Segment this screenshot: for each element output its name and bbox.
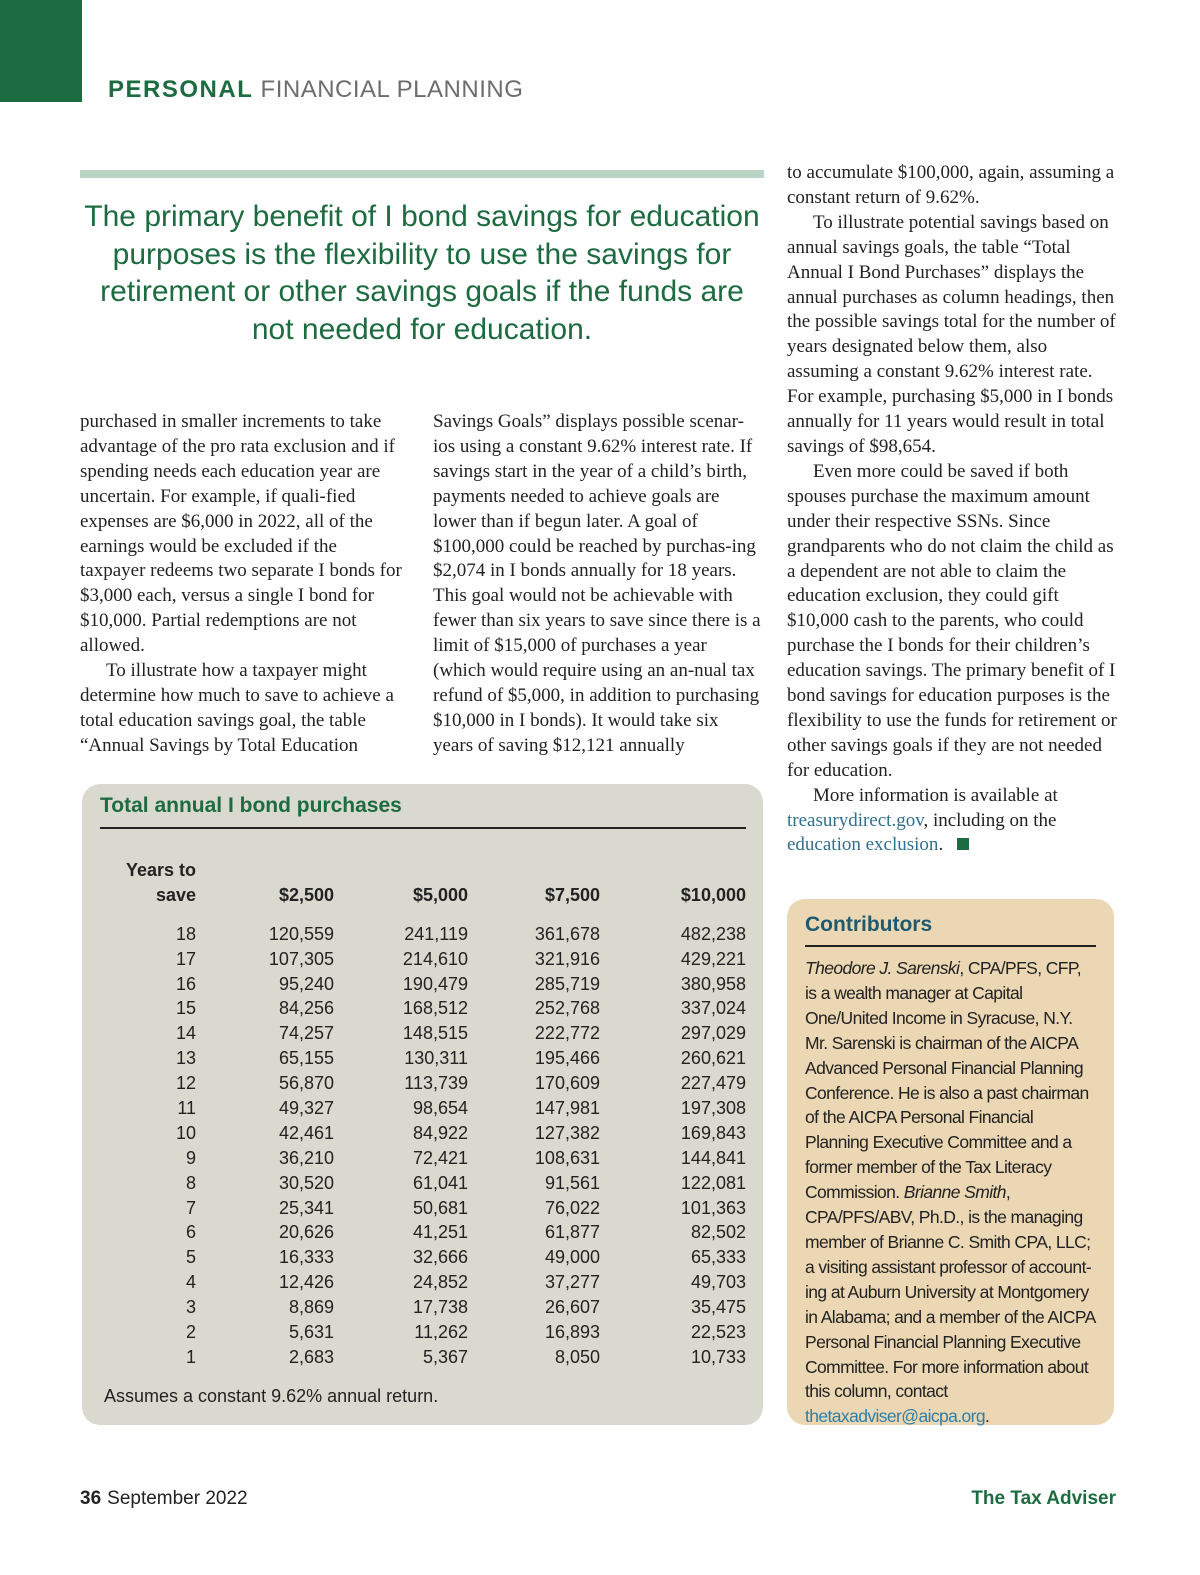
value-cell: 24,852 xyxy=(412,1272,468,1293)
table-row xyxy=(100,922,746,947)
value-cell: 130,311 xyxy=(404,1048,468,1069)
value-cell: 148,515 xyxy=(402,1023,468,1044)
table-row xyxy=(100,972,746,997)
years-cell: 11 xyxy=(177,1097,196,1118)
value-cell: 260,621 xyxy=(680,1048,746,1069)
article-column-3 xyxy=(787,161,1117,858)
value-cell: 17,738 xyxy=(412,1297,468,1318)
paragraph: To illustrate how a taxpayer might determine how much to save to achieve a total education savings goal, the table “Annual Savings by Total Education xyxy=(80,660,394,756)
value-cell: 122,081 xyxy=(680,1172,746,1193)
section-header-bold: PERSONAL xyxy=(108,76,254,103)
article-column-2 xyxy=(433,410,763,759)
header-10000: $10,000 xyxy=(680,884,746,905)
value-cell: 241,119 xyxy=(404,923,468,944)
value-cell: 297,029 xyxy=(680,1023,746,1044)
education-exclusion-link[interactable]: education exclusion xyxy=(787,834,939,856)
value-cell: 61,877 xyxy=(544,1222,600,1243)
contributors-rule xyxy=(805,945,1096,947)
value-cell: 107,305 xyxy=(268,948,334,969)
paragraph: Even more could be saved if both spouses purchase the maximum amount under their respective SSNs. Since grandparents who do not claim the child as a dependent are not able to claim the education exclusion, they could gift $10,000 cash to the parents, who could purchase the I bonds for their children’s education savings. The primary benefit of I bond savings for education purposes is the flexibility to use the funds for retirement or other savings goals if they are not needed for education. xyxy=(787,460,1117,781)
paragraph: to accumulate $100,000, again, assuming a constant return of 9.62%. xyxy=(787,162,1115,208)
contributor-name-1: Theodore J. Sarenski xyxy=(805,958,960,978)
value-cell: 147,981 xyxy=(534,1097,600,1118)
value-cell: 144,841 xyxy=(680,1147,746,1168)
value-cell: 120,559 xyxy=(268,923,334,944)
table-row xyxy=(100,1270,746,1295)
paragraph: purchased in smaller increments to take advantage of the pro rata exclusion and if spending needs each education year are uncertain. For example, if quali-fied expenses are $6,000 in 2022, all of the earnings would be excluded if the taxpayer redeems two separate I bonds for $3,000 each, versus a single I bond for $10,000. Partial redemptions are not allowed. xyxy=(80,411,402,657)
value-cell: 22,523 xyxy=(690,1322,746,1342)
years-cell: 10 xyxy=(175,1122,196,1143)
table-row xyxy=(100,1320,746,1345)
section-color-tab xyxy=(0,0,82,102)
bond-purchases-table-box xyxy=(82,784,763,1425)
table-row xyxy=(100,1196,746,1221)
years-cell: 16 xyxy=(175,973,196,994)
years-cell: 7 xyxy=(185,1197,196,1218)
value-cell: 197,308 xyxy=(680,1097,746,1118)
table-row xyxy=(100,1071,746,1096)
header-2500: $2,500 xyxy=(278,884,334,905)
value-cell: 84,922 xyxy=(412,1122,468,1143)
value-cell: 222,772 xyxy=(534,1023,600,1044)
issue-date: September 2022 xyxy=(107,1488,248,1509)
table-row xyxy=(100,1021,746,1046)
value-cell: 25,341 xyxy=(278,1197,334,1218)
contributor-bio-1: , CPA/PFS, CFP, is a wealth manager at Capital One/United Income in Syracuse, N.Y. Mr. Sarenski is chairman of the AICPA Advanced Personal Financial Planning Conference. He is also a past chairman of the AICPA Personal Financial Planning Executive Committee and a former member of the Tax Literacy Commission. xyxy=(805,958,1089,1203)
value-cell: 12,426 xyxy=(278,1272,334,1293)
value-cell: 337,024 xyxy=(680,998,746,1019)
value-cell: 195,466 xyxy=(534,1048,600,1069)
contributor-name-2: Brianne Smith xyxy=(903,1182,1006,1203)
more-info-text: , including on the xyxy=(923,809,1057,831)
table-row xyxy=(100,1221,746,1246)
years-cell: 1 xyxy=(185,1346,196,1367)
value-cell: 190,479 xyxy=(402,973,468,994)
table-row xyxy=(100,1096,746,1121)
value-cell: 361,678 xyxy=(534,923,600,944)
contact-email-link[interactable]: thetaxadviser@aicpa.org xyxy=(805,1406,986,1427)
value-cell: 91,561 xyxy=(544,1172,600,1193)
value-cell: 26,607 xyxy=(544,1297,600,1318)
header-7500: $7,500 xyxy=(544,884,600,905)
header-5000: $5,000 xyxy=(412,884,468,905)
contributor-bio-end: . xyxy=(985,1406,990,1427)
value-cell: 170,609 xyxy=(534,1073,600,1094)
value-cell: 127,382 xyxy=(534,1122,600,1143)
value-cell: 101,363 xyxy=(680,1197,746,1218)
table-row xyxy=(100,1046,746,1071)
contributors-bio xyxy=(805,956,1096,1429)
table-row xyxy=(100,947,746,972)
end-mark-icon xyxy=(957,838,969,850)
treasurydirect-link[interactable]: treasurydirect.gov xyxy=(787,809,924,831)
years-cell: 18 xyxy=(175,923,196,944)
more-info-text: . xyxy=(938,834,944,856)
years-cell: 15 xyxy=(175,998,196,1019)
article-column-1 xyxy=(80,410,402,759)
value-cell: 169,843 xyxy=(680,1122,746,1143)
value-cell: 49,000 xyxy=(544,1247,600,1268)
value-cell: 74,257 xyxy=(278,1023,334,1044)
table-row xyxy=(100,1345,746,1370)
value-cell: 108,631 xyxy=(534,1147,600,1168)
value-cell: 30,520 xyxy=(278,1172,334,1193)
header-years-line2: save xyxy=(155,884,196,905)
value-cell: 82,502 xyxy=(690,1222,746,1243)
value-cell: 65,155 xyxy=(278,1048,334,1069)
header-years-line1: Years to xyxy=(125,860,196,880)
table-note: Assumes a constant 9.62% annual return. xyxy=(104,1386,439,1406)
years-cell: 2 xyxy=(185,1322,196,1342)
value-cell: 8,050 xyxy=(554,1346,600,1367)
value-cell: 5,631 xyxy=(288,1322,334,1342)
value-cell: 168,512 xyxy=(402,998,468,1019)
table-row xyxy=(100,1146,746,1171)
value-cell: 285,719 xyxy=(534,973,600,994)
value-cell: 214,610 xyxy=(402,948,468,969)
section-header xyxy=(108,76,523,104)
value-cell: 37,277 xyxy=(544,1272,600,1293)
value-cell: 35,475 xyxy=(690,1297,746,1318)
table-title-rule xyxy=(100,827,746,829)
page-number: 36 xyxy=(80,1488,102,1509)
years-cell: 12 xyxy=(175,1073,196,1094)
value-cell: 482,238 xyxy=(680,923,746,944)
value-cell: 16,333 xyxy=(278,1247,334,1268)
value-cell: 84,256 xyxy=(278,998,334,1019)
value-cell: 32,666 xyxy=(412,1247,468,1268)
value-cell: 42,461 xyxy=(278,1122,334,1143)
value-cell: 56,870 xyxy=(278,1073,334,1094)
value-cell: 72,421 xyxy=(412,1147,468,1168)
years-cell: 5 xyxy=(185,1247,196,1268)
footer-page-info xyxy=(80,1488,248,1510)
years-cell: 17 xyxy=(175,948,196,969)
value-cell: 95,240 xyxy=(278,973,334,994)
value-cell: 227,479 xyxy=(680,1073,746,1094)
value-cell: 61,041 xyxy=(412,1172,468,1193)
value-cell: 321,916 xyxy=(534,948,600,969)
contributors-title: Contributors xyxy=(805,913,933,936)
value-cell: 2,683 xyxy=(288,1346,334,1367)
table-row xyxy=(100,1121,746,1146)
years-cell: 9 xyxy=(185,1147,196,1168)
table-row xyxy=(100,1171,746,1196)
value-cell: 11,262 xyxy=(414,1322,468,1342)
value-cell: 50,681 xyxy=(412,1197,468,1218)
value-cell: 8,869 xyxy=(288,1297,334,1318)
bond-purchases-table xyxy=(100,858,746,1370)
years-cell: 4 xyxy=(185,1272,196,1293)
contributors-box xyxy=(787,899,1114,1425)
more-info-text: More information is available at xyxy=(813,784,1058,806)
value-cell: 98,654 xyxy=(412,1097,468,1118)
value-cell: 49,327 xyxy=(278,1097,334,1118)
paragraph-more-info xyxy=(787,784,1117,859)
table-row xyxy=(100,996,746,1021)
years-cell: 6 xyxy=(185,1222,196,1243)
value-cell: 380,958 xyxy=(680,973,746,994)
paragraph: Savings Goals” displays possible scenar-ios using a constant 9.62% interest rate. If savings start in the year of a child’s birth, payments needed to achieve goals are lower than if begun later. A goal of $100,000 could be reached by purchas-ing $2,074 in I bonds annually for 18 years. This goal would not be achievable with fewer than six years to save since there is a limit of $15,000 of purchases a year (which would require using an an-nual tax refund of $5,000, in addition to purchasing $10,000 in I bonds). It would take six years of saving $12,121 annually xyxy=(433,411,761,756)
pullquote-rule xyxy=(80,170,764,178)
value-cell: 20,626 xyxy=(278,1222,334,1243)
value-cell: 5,367 xyxy=(422,1346,468,1367)
section-header-light: FINANCIAL PLANNING xyxy=(260,76,524,103)
contributor-bio-2: , CPA/PFS/ABV, Ph.D., is the managing member of Brianne C. Smith CPA, LLC; a visiting assistant professor of account-ing at Auburn University at Montgomery in Alabama; and a member of the AICPA Personal Financial Planning Executive Committee. For more information about this column, contact xyxy=(805,1182,1095,1402)
value-cell: 16,893 xyxy=(544,1322,600,1342)
table-header-row xyxy=(100,858,746,922)
value-cell: 36,210 xyxy=(278,1147,334,1168)
value-cell: 49,703 xyxy=(690,1272,746,1293)
table-body xyxy=(100,922,746,1370)
years-cell: 8 xyxy=(185,1172,196,1193)
publication-name: The Tax Adviser xyxy=(971,1488,1116,1509)
years-cell: 3 xyxy=(185,1297,196,1318)
value-cell: 41,251 xyxy=(412,1222,468,1243)
header-years-to-save xyxy=(100,858,196,922)
table-row xyxy=(100,1245,746,1270)
paragraph: To illustrate potential savings based on annual savings goals, the table “Total Annual I Bond Purchases” displays the annual purchases as column headings, then the possible savings total for the number of years designated below them, also assuming a constant 9.62% interest rate. For example, purchasing $5,000 in I bonds annually for 11 years would result in total savings of $98,654. xyxy=(787,211,1116,457)
years-cell: 14 xyxy=(175,1023,196,1044)
table-title: Total annual I bond purchases xyxy=(100,794,402,817)
years-cell: 13 xyxy=(175,1048,196,1069)
table-row xyxy=(100,1295,746,1320)
value-cell: 252,768 xyxy=(534,998,600,1019)
value-cell: 76,022 xyxy=(544,1197,600,1218)
value-cell: 429,221 xyxy=(680,948,746,969)
pullquote: The primary benefit of I bond savings for education purposes is the flexibility to use the savings for retirement or other savings goals if the funds are not needed for education. xyxy=(84,200,760,346)
value-cell: 113,739 xyxy=(404,1073,468,1094)
value-cell: 10,733 xyxy=(690,1346,746,1367)
value-cell: 65,333 xyxy=(690,1247,746,1268)
